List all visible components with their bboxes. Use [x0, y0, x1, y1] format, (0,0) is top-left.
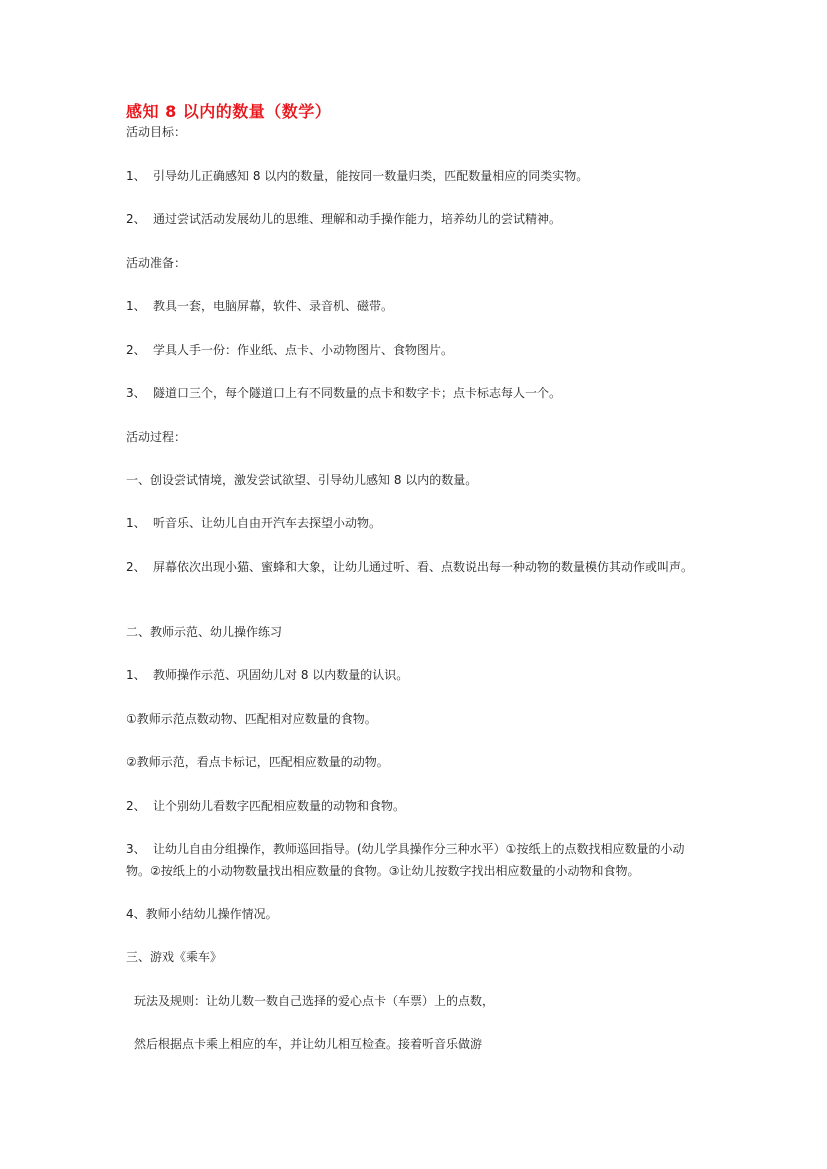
prep-item-2: [126, 339, 453, 361]
part2-item-1-number: 1、: [126, 668, 146, 682]
part1-item-1-text: 听音乐、让幼儿自由开汽车去探望小动物。: [153, 516, 382, 530]
goal-item-1-number: 1、: [126, 169, 146, 183]
part2-sub-2: ②教师示范，看点卡标记，匹配相应数量的动物。: [126, 755, 389, 769]
part3-paragraph-1: 玩法及规则：让幼儿数一数自己选择的爱心点卡（车票）上的点数，: [134, 994, 495, 1008]
part2-item-3-continued: 物。②按纸上的小动物数量找出相应数量的食物。③让幼儿按数字找出相应数量的小动物和食物。: [126, 864, 640, 878]
prep-item-3: [126, 382, 561, 404]
part1-item-2: [126, 556, 693, 578]
prep-item-2-number: 2、: [126, 343, 146, 357]
part1-item-2-number: 2、: [126, 560, 146, 574]
part2-item-3-number: 3、: [126, 842, 146, 856]
prep-item-2-text: 学具人手一份：作业纸、点卡、小动物图片、食物图片。: [153, 343, 454, 357]
part2-heading: 二、教师示范、幼儿操作练习: [126, 625, 283, 639]
prep-item-1-number: 1、: [126, 299, 146, 313]
part3-heading: 三、游戏《乘车》: [126, 950, 223, 964]
part2-item-2-number: 2、: [126, 799, 146, 813]
part1-item-1-number: 1、: [126, 516, 146, 530]
part3-paragraph-2: 然后根据点卡乘上相应的车，并让幼儿相互检查。接着听音乐做游: [134, 1037, 483, 1051]
prep-item-1-text: 教具一套，电脑屏幕，软件、录音机、磁带。: [153, 299, 394, 313]
goal-item-2-number: 2、: [126, 212, 146, 226]
prep-heading: 活动准备：: [126, 256, 187, 270]
part1-item-1: [126, 512, 381, 534]
part2-item-3-text: 让幼儿自由分组操作，教师巡回指导。(幼儿学具操作分三种水平）①按纸上的点数找相应数量的小动: [153, 842, 685, 856]
goals-heading: 活动目标：: [126, 125, 187, 139]
part2-sub-1: ①教师示范点数动物、匹配相对应数量的食物。: [126, 712, 377, 726]
document-title: 感知 8 以内的数量（数学）: [126, 102, 332, 121]
goal-item-1-text: 引导幼儿正确感知 8 以内的数量，能按同一数量归类，匹配数量相应的同类实物。: [153, 169, 589, 183]
prep-item-3-text: 隧道口三个，每个隧道口上有不同数量的点卡和数字卡；点卡标志每人一个。: [153, 386, 562, 400]
prep-item-3-number: 3、: [126, 386, 146, 400]
part2-item-3: [126, 838, 684, 860]
part2-item-2-text: 让个别幼儿看数字匹配相应数量的动物和食物。: [153, 799, 406, 813]
part2-item-4: 4、教师小结幼儿操作情况。: [126, 907, 278, 921]
goal-item-2: [126, 208, 561, 230]
goal-item-2-text: 通过尝试活动发展幼儿的思维、理解和动手操作能力，培养幼儿的尝试精神。: [153, 212, 562, 226]
part2-item-1: [126, 664, 408, 686]
part1-heading: 一、创设尝试情境，激发尝试欲望、引导幼儿感知 8 以内的数量。: [126, 473, 478, 487]
part2-item-2: [126, 795, 405, 817]
process-heading: 活动过程：: [126, 430, 187, 444]
part1-item-2-text: 屏幕依次出现小猫、蜜蜂和大象，让幼儿通过听、看、点数说出每一种动物的数量模仿其动作或叫声。: [153, 560, 694, 574]
prep-item-1: [126, 295, 393, 317]
part2-item-1-text: 教师操作示范、巩固幼儿对 8 以内数量的认识。: [153, 668, 409, 682]
goal-item-1: [126, 165, 588, 187]
